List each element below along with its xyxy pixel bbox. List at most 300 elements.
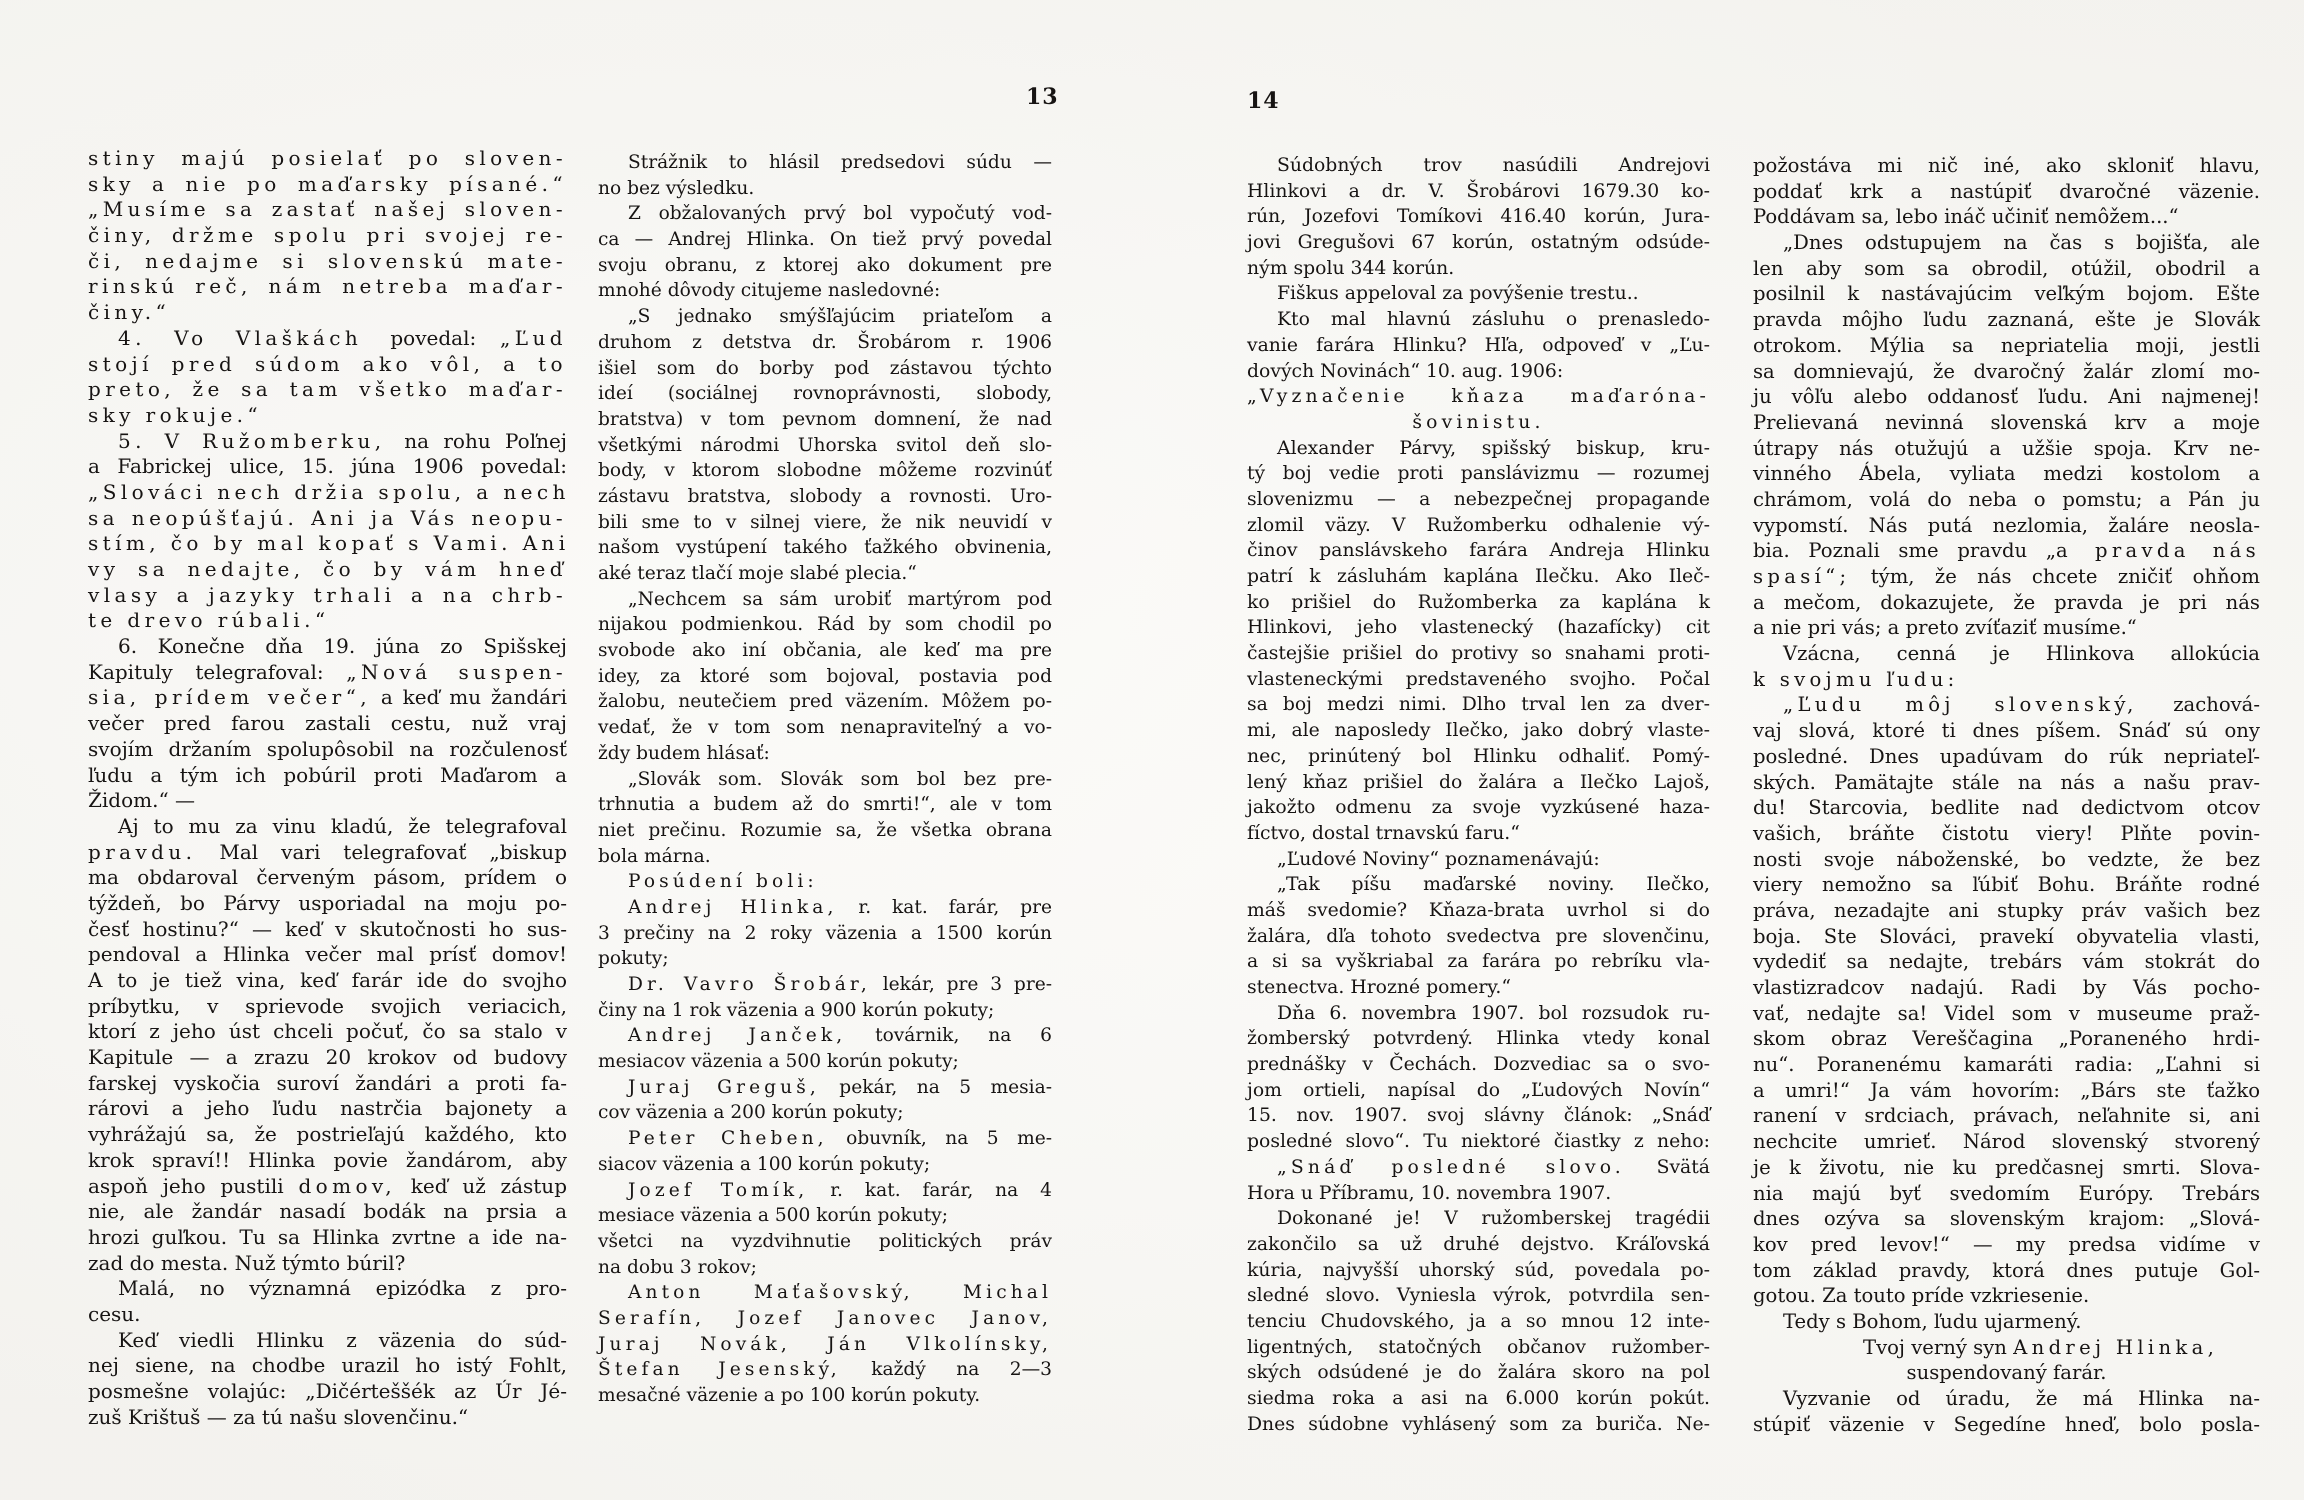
body-text: „Nechcem sa sám urobiť martýrom pod bbox=[628, 588, 1052, 610]
body-text: požostáva mi nič iné, ako skloniť hlavu, bbox=[1753, 154, 2260, 177]
body-text: Aj to mu za vinu kladú, že telegrafoval bbox=[118, 813, 567, 838]
text-line bbox=[88, 1071, 567, 1097]
body-text: mi, ale naposledy Ilečko, jako dobrý vlaste- bbox=[1247, 720, 1710, 742]
text-line bbox=[88, 429, 567, 455]
body-text: krok spraví!! Hlinka povie žandárom, aby bbox=[88, 1147, 567, 1172]
body-text: mesačné väzenie a po 100 korún pokuty. bbox=[598, 1385, 981, 1406]
body-text: Prelievaná nevinná slovenská krv a moje bbox=[1753, 410, 2260, 434]
body-text: trhnutia a budem až do smrti!“, ale v tom bbox=[598, 794, 1052, 816]
body-text: „Dnes odstupujem na čas s bojišťa, ale bbox=[1783, 231, 2260, 255]
text-line bbox=[1247, 821, 1710, 847]
text-line bbox=[1247, 770, 1710, 796]
body-text: zad do mesta. Nuž týmto búril? bbox=[88, 1250, 406, 1275]
emphasized-text: te drevo rúbali.“ bbox=[88, 608, 330, 633]
body-text: suspendovaný farár. bbox=[1906, 1361, 2107, 1385]
text-line bbox=[1753, 924, 2260, 950]
text-line bbox=[598, 689, 1052, 715]
text-line bbox=[1753, 1258, 2260, 1284]
text-line bbox=[88, 1225, 567, 1251]
emphasized-text: vy sa nedajte, čo by vám hneď bbox=[88, 557, 567, 581]
text-line bbox=[1753, 1052, 2260, 1078]
body-text: 15. nov. 1907. svoj slávny článok: „Snáď bbox=[1247, 1105, 1710, 1127]
body-text: išiel som do borby pod zástavou týchto bbox=[598, 357, 1052, 379]
text-line bbox=[598, 330, 1052, 356]
body-text: lekár, pre 3 pre- bbox=[870, 974, 1052, 995]
emphasized-text: spasí“; bbox=[1753, 565, 1851, 588]
body-text: príbytku, v sprievode svojich veriacich, bbox=[88, 993, 567, 1018]
body-text: idey, za ktoré som bojoval, postavia pod bbox=[598, 665, 1052, 687]
emphasized-text: sa neopúšťajú. Ani ja Vás neopu- bbox=[88, 505, 567, 530]
body-text: prednášky v Čechách. Dozvediac sa o svo- bbox=[1247, 1054, 1710, 1076]
text-line bbox=[88, 506, 567, 532]
text-line bbox=[598, 1075, 1052, 1101]
text-line bbox=[1753, 1001, 2260, 1027]
text-line bbox=[88, 660, 567, 686]
text-line bbox=[88, 968, 567, 994]
page-14-column-2 bbox=[1753, 153, 2260, 1437]
body-text: gotou. Za touto príde vzkriesenie. bbox=[1753, 1284, 2090, 1308]
text-line bbox=[1247, 436, 1710, 462]
text-line bbox=[88, 994, 567, 1020]
body-text: A to je tiež vina, keď farár ide do svojho bbox=[88, 968, 567, 992]
text-line bbox=[1753, 770, 2260, 796]
emphasized-text: Juraj Novák, Ján Vlkolínsky, bbox=[598, 1333, 1052, 1355]
text-line bbox=[1247, 359, 1710, 385]
text-line bbox=[88, 1045, 567, 1071]
body-text: továrnik, na 6 bbox=[846, 1025, 1052, 1047]
text-line bbox=[1247, 898, 1710, 924]
body-text: body, v ktorom slobodne môžeme rozvinúť bbox=[598, 460, 1052, 482]
body-text: vanie farára Hlinku? Hľa, odpoveď v „Ľu- bbox=[1247, 334, 1710, 356]
text-line bbox=[598, 433, 1052, 459]
text-line bbox=[1247, 872, 1710, 898]
text-line bbox=[598, 1229, 1052, 1255]
emphasized-text: Štefan Jesenský, bbox=[598, 1359, 841, 1381]
text-line bbox=[598, 895, 1052, 921]
text-line bbox=[88, 172, 567, 198]
body-text: Dnes súdobne vyhlásený som za buriča. Ne- bbox=[1247, 1413, 1710, 1435]
body-text: ca — Andrej Hlinka. On tiež prvý povedal bbox=[598, 229, 1052, 251]
text-line bbox=[1247, 307, 1710, 333]
text-line bbox=[1753, 204, 2260, 230]
body-text: a nie pri vás; a preto zvíťaziť musíme.“ bbox=[1753, 616, 2137, 640]
text-line bbox=[1247, 847, 1710, 873]
text-line bbox=[598, 1280, 1052, 1306]
text-line bbox=[1753, 1232, 2260, 1258]
text-line bbox=[88, 788, 567, 814]
text-line bbox=[88, 274, 567, 300]
body-text: Kapitule — a zrazu 20 krokov od budovy bbox=[88, 1045, 567, 1070]
body-text: zástavu bratstva, slobody a rovnosti. Uro- bbox=[598, 485, 1052, 507]
text-line bbox=[1753, 1283, 2260, 1309]
body-text: vaj slová, ktoré ti dnes píšem. Snáď sú ony bbox=[1753, 719, 2260, 743]
text-line bbox=[1753, 1206, 2260, 1232]
body-text: jakožto odmenu za svoje vyzkúsené haza- bbox=[1247, 797, 1710, 819]
body-text: „Ľudové Noviny“ poznamenávajú: bbox=[1277, 848, 1600, 870]
body-text: niet prečinu. Rozumie sa, že všetka obrana bbox=[598, 819, 1052, 841]
body-text: a si sa vyškriabal za farára po rebríku vla- bbox=[1247, 951, 1710, 973]
text-line bbox=[1247, 333, 1710, 359]
text-line bbox=[88, 917, 567, 943]
text-line bbox=[88, 685, 567, 711]
emphasized-text: Dr. Vavro Šrobár, bbox=[628, 974, 871, 995]
text-line bbox=[88, 1353, 567, 1379]
text-line bbox=[598, 741, 1052, 767]
body-text: ideí (sociálnej rovnoprávnosti, slobody, bbox=[598, 383, 1052, 405]
body-text: skom obraz Vereščagina „Poraneného hrdi- bbox=[1753, 1027, 2260, 1051]
text-line bbox=[598, 356, 1052, 382]
text-line bbox=[1753, 1078, 2260, 1104]
text-line bbox=[598, 1049, 1052, 1075]
emphasized-text: Peter Cheben, bbox=[628, 1128, 828, 1150]
emphasized-text: „Musíme sa zastať našej sloven- bbox=[88, 197, 567, 222]
body-text: viery nemožno sa ľúbiť Bohu. Bráňte rodné bbox=[1753, 873, 2260, 897]
emphasized-text: „Vyznačenie kňaza maďaróna- bbox=[1247, 386, 1710, 408]
body-text: nechcite umrieť. Národ slovenský stvorený bbox=[1753, 1130, 2260, 1154]
body-text: nosti svoje náboženské, bo vedzte, že bez bbox=[1753, 847, 2260, 871]
emphasized-text: „Slováci nech držia spolu, a nech bbox=[88, 479, 570, 504]
emphasized-text: činy.“ bbox=[88, 300, 171, 325]
emphasized-text: pravdu. bbox=[88, 839, 197, 864]
body-text: vypomstí. Nás putá nezlomia, žaláre neosla- bbox=[1753, 513, 2260, 537]
text-line bbox=[1753, 1386, 2260, 1412]
body-text: večer pred farou zastali cestu, nuž vraj bbox=[88, 711, 567, 736]
body-text: otrokom. Mýlia sa nepriatelia moji, jestli bbox=[1753, 333, 2260, 357]
text-line bbox=[1247, 256, 1710, 282]
text-line bbox=[598, 458, 1052, 484]
text-line bbox=[1753, 615, 2260, 641]
text-line bbox=[88, 1174, 567, 1200]
body-text: nej siene, na chodbe urazil ho istý Fohlt, bbox=[88, 1353, 567, 1378]
body-text: žalobu, neutečiem pred väzením. Môžem po- bbox=[598, 691, 1052, 713]
text-line bbox=[1247, 204, 1710, 230]
text-line bbox=[598, 304, 1052, 330]
text-line bbox=[598, 253, 1052, 279]
text-line bbox=[598, 561, 1052, 587]
body-text: ma obdaroval červeným pásom, prídem o bbox=[88, 865, 567, 890]
text-line bbox=[88, 223, 567, 249]
body-text: bratstva) v tom pevnom domnení, že nad bbox=[598, 408, 1052, 430]
text-line bbox=[1753, 487, 2260, 513]
text-line bbox=[598, 638, 1052, 664]
body-text: Strážnik to hlásil predsedovi súdu — bbox=[628, 152, 1052, 173]
body-text: ligentných, statočných občanov ružomber- bbox=[1247, 1336, 1710, 1358]
emphasized-text: Andrej Hlinka, bbox=[628, 896, 838, 918]
text-line bbox=[1247, 1206, 1710, 1232]
body-text: nia majú byť svedomím Európy. Trebárs bbox=[1753, 1181, 2260, 1205]
page-13-column-1 bbox=[88, 146, 570, 1430]
body-text: posmešne volajúc: „Dičérteššék az Úr Jé- bbox=[88, 1379, 567, 1403]
text-line bbox=[598, 1152, 1052, 1178]
body-text: svobode ako iní občania, ale keď ma pre bbox=[598, 640, 1052, 662]
text-line bbox=[88, 608, 567, 634]
text-line bbox=[598, 1306, 1052, 1332]
text-line bbox=[598, 1178, 1052, 1204]
emphasized-text: Posúdení boli: bbox=[628, 871, 818, 893]
text-line bbox=[88, 1379, 567, 1405]
body-text: pendoval a Hlinka večer mal prísť domov! bbox=[88, 942, 567, 967]
body-text: sa domnievajú, že dvaročný žalár zlomí mo- bbox=[1753, 359, 2260, 383]
text-line bbox=[598, 767, 1052, 793]
body-text: siacov väzenia a 100 korún pokuty; bbox=[598, 1153, 931, 1175]
body-text: bola márna. bbox=[598, 845, 711, 867]
text-line bbox=[598, 921, 1052, 947]
text-line bbox=[1247, 1283, 1710, 1309]
body-text: zlomil väzy. V Ružomberku odhalenie vý- bbox=[1247, 514, 1710, 536]
body-text: je k životu, nie ku predčasnej smrti. Slova- bbox=[1753, 1155, 2260, 1179]
body-text: 3 prečiny na 2 roky väzenia a 1500 korún bbox=[598, 922, 1052, 944]
emphasized-text: šovinistu. bbox=[1412, 411, 1545, 433]
text-line bbox=[1247, 615, 1710, 641]
body-text: svoju obranu, z ktorej ako dokument pre bbox=[598, 254, 1052, 276]
text-line bbox=[1753, 564, 2260, 590]
body-text: posilnil k nastávajúcim veľkým bojom. Ešte bbox=[1753, 282, 2260, 306]
body-text: keď už zástup bbox=[395, 1173, 567, 1198]
text-line bbox=[1753, 795, 2260, 821]
emphasized-text: preto, že sa tam všetko maďar- bbox=[88, 377, 567, 402]
body-text: a mečom, dokazujete, že pravda je pri nás bbox=[1753, 590, 2260, 614]
body-text: tým, že nás chcete zničiť ohňom bbox=[1850, 565, 2260, 588]
text-line bbox=[1753, 410, 2260, 436]
body-text: zuš Krištuš — za tú našu slovenčinu.“ bbox=[88, 1404, 469, 1429]
body-text: hrozi guľkou. Tu sa Hlinka zvrtne a ide na- bbox=[88, 1224, 567, 1249]
text-line bbox=[598, 150, 1052, 176]
body-text: stenectva. Hrozné pomery.“ bbox=[1247, 977, 1511, 998]
text-line bbox=[1247, 924, 1710, 950]
text-line bbox=[598, 535, 1052, 561]
body-text: nie, ale žandár nasadí bodák na prsia a bbox=[88, 1199, 567, 1224]
text-line bbox=[1753, 718, 2260, 744]
text-line bbox=[598, 946, 1052, 972]
body-text: rárovi a jeho ľudu nastrčia bajonety a bbox=[88, 1096, 567, 1121]
text-line bbox=[1753, 692, 2260, 718]
body-text: aspoň jeho pustili bbox=[88, 1173, 299, 1198]
body-text: pokuty; bbox=[598, 948, 669, 970]
body-text: poddať krk a nastúpiť dvaročné väzenie. bbox=[1753, 179, 2260, 203]
body-text: mnohé dôvody citujeme nasledovné: bbox=[598, 280, 941, 302]
text-line bbox=[1753, 1360, 2260, 1386]
body-text: Z obžalovaných prvý bol vypočutý vod- bbox=[628, 203, 1052, 225]
text-line bbox=[598, 1255, 1052, 1281]
body-text: r. kat. farár, pre bbox=[837, 896, 1052, 918]
body-text: Kto mal hlavnú zásluhu o prenasledo- bbox=[1277, 309, 1710, 331]
text-line bbox=[1753, 949, 2260, 975]
body-text: činy na 1 rok väzenia a 900 korún pokuty; bbox=[598, 999, 995, 1021]
text-line bbox=[88, 479, 570, 506]
page-number-13: 13 bbox=[1026, 84, 1059, 110]
body-text: Poddávam sa, lebo ináč učiniť nemôžem...“ bbox=[1753, 205, 2179, 229]
text-line bbox=[1247, 1386, 1710, 1412]
body-text: Hora u Příbramu, 10. novembra 1907. bbox=[1247, 1182, 1612, 1204]
text-line bbox=[1753, 847, 2260, 873]
text-line bbox=[88, 763, 567, 789]
emphasized-text: či, nedajme si slovenskú mate- bbox=[88, 248, 567, 273]
text-line bbox=[88, 1302, 567, 1328]
text-line bbox=[1247, 667, 1710, 693]
body-text: Hlinkovi a dr. V. Šrobárovi 1679.30 ko- bbox=[1247, 180, 1710, 202]
text-line bbox=[1753, 1129, 2260, 1155]
text-line bbox=[88, 1328, 567, 1354]
body-text: ko prišiel do Ružomberka za kaplána k bbox=[1247, 591, 1710, 613]
emphasized-text: sky a nie po maďarsky písané.“ bbox=[88, 171, 567, 196]
text-line bbox=[598, 1100, 1052, 1126]
text-line bbox=[88, 1251, 567, 1277]
text-line bbox=[88, 737, 567, 763]
text-line bbox=[598, 201, 1052, 227]
text-line bbox=[88, 840, 567, 866]
text-line bbox=[1247, 564, 1710, 590]
body-text: „Slovák som. Slovák som bol bez pre- bbox=[628, 768, 1052, 790]
body-text: týždeň, bo Párvy usporiadal na moju po- bbox=[88, 890, 567, 915]
text-line bbox=[1247, 641, 1710, 667]
emphasized-text: 4. Vo Vlaškách bbox=[118, 325, 391, 350]
text-line bbox=[1753, 281, 2260, 307]
text-line bbox=[1753, 461, 2260, 487]
emphasized-text: rinskú reč, nám netreba maďar- bbox=[88, 274, 567, 299]
text-line bbox=[1753, 359, 2260, 385]
body-text: a Fabrickej ulice, 15. júna 1906 povedal: bbox=[88, 454, 567, 479]
text-line bbox=[598, 844, 1052, 870]
emphasized-text: sky rokuje.“ bbox=[88, 402, 263, 427]
body-text: pekár, na 5 mesia- bbox=[819, 1076, 1052, 1098]
body-text: ju vôľu alebo oddanosť ľudu. Ani najmenej! bbox=[1753, 385, 2260, 409]
body-text: vať, nedajte sa! Videl som v museume praž- bbox=[1753, 1001, 2260, 1025]
body-text: a umri!“ Ja vám hovorím: „Bárs ste ťažko bbox=[1753, 1078, 2260, 1102]
body-text: tý boj vedie proti panslávizmu — rozumej bbox=[1247, 463, 1710, 485]
body-text: nu“. Poranenému kamaráti radia: „Ľahni si bbox=[1753, 1053, 2260, 1077]
text-line bbox=[1247, 1232, 1710, 1258]
body-text: sledné slovo. Vyniesla výrok, potvrdila sen- bbox=[1247, 1285, 1710, 1307]
text-line bbox=[1753, 436, 2260, 462]
body-text: ských odsúdené je do žalára skoro na pol bbox=[1247, 1362, 1710, 1384]
text-line bbox=[88, 583, 567, 609]
text-line bbox=[1247, 1181, 1710, 1207]
text-line bbox=[1753, 1155, 2260, 1181]
text-line bbox=[1247, 1258, 1710, 1284]
text-line bbox=[1247, 975, 1710, 1001]
text-line bbox=[598, 972, 1052, 998]
body-text: našom vystúpení takého ťažkého obvinenia, bbox=[598, 537, 1052, 559]
emphasized-text: Andrej Janček, bbox=[628, 1025, 847, 1047]
body-text: Svätá bbox=[1624, 1156, 1710, 1178]
emphasized-text: stím, čo by mal kopať s Vami. Ani bbox=[88, 531, 570, 556]
body-text: Keď viedli Hlinku z väzenia do súd- bbox=[118, 1327, 567, 1352]
text-line bbox=[1753, 641, 2260, 667]
body-text: Vzácna, cenná je Hlinkova allokúcia bbox=[1783, 642, 2260, 666]
emphasized-text: stojí pred súdom ako vôl, a to bbox=[88, 351, 567, 376]
text-line bbox=[88, 711, 567, 737]
body-text: slovenizmu — a nebezpečnej propagande bbox=[1247, 488, 1710, 510]
text-line bbox=[88, 352, 567, 378]
text-line bbox=[1753, 898, 2260, 924]
body-text: obuvník, na 5 me- bbox=[827, 1128, 1052, 1150]
text-line bbox=[1753, 538, 2260, 564]
emphasized-text: činy, držme spolu pri svojej re- bbox=[88, 223, 567, 248]
body-text: len aby som sa obrodil, otúžil, obodril a bbox=[1753, 256, 2260, 280]
text-line bbox=[88, 865, 567, 891]
body-text: siedma roka a asi na 6.000 korún pokút. bbox=[1247, 1388, 1710, 1409]
text-line bbox=[88, 1199, 567, 1225]
body-text: Mal vari telegrafovať „biskup bbox=[196, 839, 567, 864]
text-line bbox=[88, 454, 567, 480]
text-line bbox=[1753, 1181, 2260, 1207]
text-line bbox=[598, 715, 1052, 741]
body-text: cesu. bbox=[88, 1301, 141, 1326]
text-line bbox=[598, 1357, 1052, 1383]
body-text: nijakou podmienkou. Rád by som chodil po bbox=[598, 614, 1052, 636]
body-text: r. kat. farár, na 4 bbox=[808, 1179, 1052, 1201]
body-text: na rohu Poľnej bbox=[404, 428, 568, 453]
text-line bbox=[1247, 384, 1710, 410]
body-text: posledné. Dnes upadúvam do rúk nepriateľ- bbox=[1753, 744, 2260, 768]
text-line bbox=[88, 1096, 567, 1122]
body-text: fíctvo, dostal trnavskú faru.“ bbox=[1247, 822, 1520, 844]
text-line bbox=[1753, 975, 2260, 1001]
text-line bbox=[598, 176, 1052, 202]
text-line bbox=[1247, 179, 1710, 205]
body-text: mesiace väzenia a 500 korún pokuty; bbox=[598, 1205, 949, 1227]
text-line bbox=[598, 1332, 1052, 1358]
text-line bbox=[1753, 256, 2260, 282]
text-line bbox=[1247, 744, 1710, 770]
body-text: Fiškus appeloval za povýšenie trestu.. bbox=[1277, 283, 1639, 305]
text-line bbox=[1247, 487, 1710, 513]
text-line bbox=[1247, 410, 1710, 436]
text-line bbox=[598, 869, 1052, 895]
body-text: svojím držaním spolupôsobil na rozčulenosť bbox=[88, 736, 567, 761]
body-text: nec, prinútený bol Hlinku odhaliť. Pomý- bbox=[1247, 745, 1710, 767]
emphasized-text: Serafín, Jozef Janovec Janov, bbox=[598, 1307, 1052, 1329]
body-text: činov panslávskeho farára Andreja Hlinku bbox=[1247, 540, 1710, 562]
text-line bbox=[1753, 1335, 2260, 1361]
text-line bbox=[598, 1023, 1052, 1049]
body-text: povedal: bbox=[390, 325, 501, 350]
text-line bbox=[1247, 795, 1710, 821]
text-line bbox=[1247, 1103, 1710, 1129]
text-line bbox=[1753, 179, 2260, 205]
body-text: lený kňaz prišiel do žalára a Ilečko Lajoš, bbox=[1247, 771, 1710, 793]
text-line bbox=[1247, 1078, 1710, 1104]
page-13-column-2 bbox=[598, 150, 1052, 1409]
text-line bbox=[88, 197, 567, 223]
text-line bbox=[1247, 1155, 1710, 1181]
body-text: na dobu 3 rokov; bbox=[598, 1256, 757, 1278]
text-line bbox=[598, 227, 1052, 253]
emphasized-text: „Ľud bbox=[500, 325, 567, 350]
text-line bbox=[1247, 692, 1710, 718]
emphasized-text: Andrej Hlinka, bbox=[2013, 1335, 2219, 1359]
text-line bbox=[1247, 718, 1710, 744]
text-line bbox=[1247, 590, 1710, 616]
body-text: bia. Poznali sme pravdu „ bbox=[1753, 539, 2056, 563]
emphasized-text: Anton Maťašovský, Michal bbox=[628, 1282, 1052, 1304]
emphasized-text: a pravda nás bbox=[2055, 539, 2261, 563]
text-line bbox=[88, 634, 567, 660]
text-line bbox=[88, 403, 567, 429]
emphasized-text: „Snáď posledné slovo. bbox=[1277, 1156, 1625, 1178]
body-text: Súdobných trov nasúdili Andrejovi bbox=[1277, 155, 1710, 176]
emphasized-text: „Ľudu môj slovenský, bbox=[1783, 693, 2138, 717]
text-line bbox=[88, 942, 567, 968]
text-line bbox=[88, 891, 567, 917]
text-line bbox=[88, 326, 567, 352]
text-line bbox=[1753, 821, 2260, 847]
text-line bbox=[1247, 949, 1710, 975]
text-line bbox=[598, 510, 1052, 536]
page-number-14: 14 bbox=[1247, 88, 1280, 114]
body-text: mesiacov väzenia a 500 korún pokuty; bbox=[598, 1051, 959, 1073]
text-line bbox=[88, 300, 567, 326]
